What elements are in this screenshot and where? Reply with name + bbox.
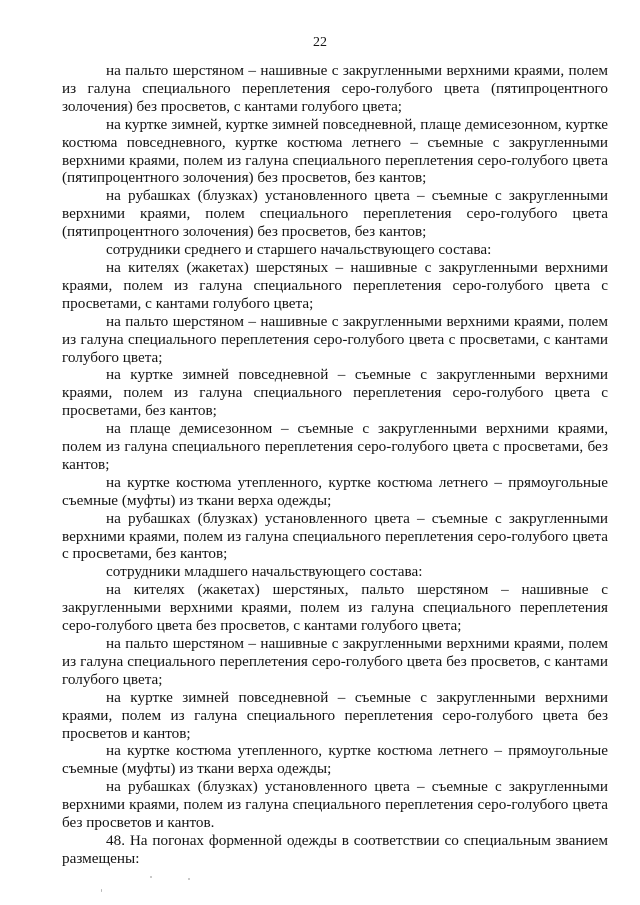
paragraph-3: на рубашках (блузках) установленного цвета – съемные с закругленными верхними краями, полем специального переплетения серо-голубого цвета (пятипроцентного золочения) без просветов, без кантов;	[62, 187, 608, 241]
paragraph-12: на кителях (жакетах) шерстяных, пальто шерстяном – нашивные с закругленными верхними краями, полем из галуна специального переплетения серо-голубого цвета без просветов, с кантами голубого цвета;	[62, 581, 608, 635]
paragraph-16: на рубашках (блузках) установленного цвета – съемные с закругленными верхними краями, полем из галуна специального переплетения серо-голубого цвета без просветов и кантов.	[62, 778, 608, 832]
scan-speck	[101, 889, 102, 892]
document-body	[62, 62, 608, 868]
paragraph-15: на куртке костюма утепленного, куртке костюма летнего – прямоугольные съемные (муфты) из ткани верха одежды;	[62, 742, 608, 778]
paragraph-6: на пальто шерстяном – нашивные с закругленными верхними краями, полем из галуна специального переплетения серо-голубого цвета с просветами, с кантами голубого цвета;	[62, 312, 608, 366]
scan-speck	[188, 878, 190, 880]
page-number: 22	[313, 35, 327, 50]
paragraph-17: 48. На погонах форменной одежды в соответствии со специальным званием размещены:	[62, 831, 608, 867]
paragraph-9: на куртке костюма утепленного, куртке костюма летнего – прямоугольные съемные (муфты) из ткани верха одежды;	[62, 473, 608, 509]
paragraph-8: на плаще демисезонном – съемные с закругленными верхними краями, полем из галуна специального переплетения серо-голубого цвета с просветами, без кантов;	[62, 420, 608, 473]
paragraph-5: на кителях (жакетах) шерстяных – нашивные с закругленными верхними краями, полем из галуна специального переплетения серо-голубого цвета с просветами, с кантами голубого цвета;	[62, 258, 608, 312]
paragraph-13: на пальто шерстяном – нашивные с закругленными верхними краями, полем из галуна специального переплетения серо-голубого цвета без просветов, с кантами голубого цвета;	[62, 635, 608, 688]
paragraph-10: на рубашках (блузках) установленного цвета – съемные с закругленными верхними краями, полем из галуна специального переплетения серо-голубого цвета с просветами, без кантов;	[62, 509, 608, 563]
paragraph-14: на куртке зимней повседневной – съемные с закругленными верхними краями, полем из галуна специального переплетения серо-голубого цвета без просветов и кантов;	[62, 688, 608, 742]
scan-speck	[150, 876, 152, 878]
paragraph-2: на куртке зимней, куртке зимней повседневной, плаще демисезонном, куртке костюма повседневного, куртке костюма летнего – съемные с закругленными верхними краями, полем из галуна специального переплетения серо-голубого цвета (пятипроцентного золочения) без просветов, без кантов;	[62, 115, 608, 187]
paragraph-4: сотрудники среднего и старшего начальствующего состава:	[106, 241, 492, 259]
paragraph-7: на куртке зимней повседневной – съемные с закругленными верхними краями, полем из галуна специального переплетения серо-голубого цвета с просветами, без кантов;	[62, 366, 608, 420]
paragraph-11: сотрудники младшего начальствующего состава:	[106, 563, 423, 581]
paragraph-1: на пальто шерстяном – нашивные с закругленными верхними краями, полем из галуна специального переплетения серо-голубого цвета (пятипроцентного золочения) без просветов, с кантами голубого цвета;	[62, 62, 608, 115]
